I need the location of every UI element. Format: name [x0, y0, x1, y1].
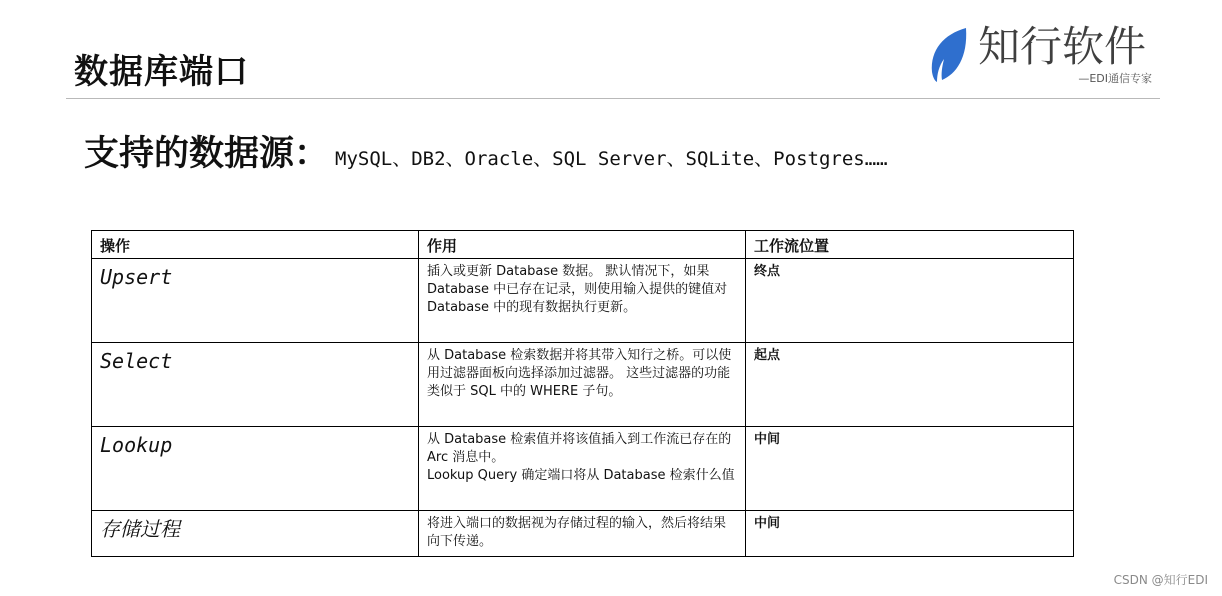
workflow-position-cell: 中间: [746, 427, 1074, 511]
leaf-icon: [926, 26, 970, 82]
description-text: 将进入端口的数据视为存储过程的输入，然后将结果向下传递。: [427, 516, 727, 549]
title-divider: [66, 98, 1160, 99]
logo-tagline: —EDI通信专家: [1078, 72, 1152, 85]
operation-cell: Select: [92, 343, 419, 427]
table-row: [92, 427, 1074, 511]
table-row: [92, 259, 1074, 343]
operation-cell: Lookup: [92, 427, 419, 511]
table-header-row: [92, 231, 1074, 259]
logo-name: 知行软件: [978, 22, 1147, 71]
header-function: 作用: [419, 231, 746, 259]
workflow-position-cell: 终点: [746, 259, 1074, 343]
sources-label: 支持的数据源：: [84, 134, 330, 174]
description-text: 从 Database 检索数据并将其带入知行之桥。可以使用过滤器面板向选择添加过滤器。 这些过滤器的功能类似于 SQL 中的 WHERE 子句。: [427, 348, 732, 399]
header-workflow-position: 工作流位置: [746, 231, 1074, 259]
workflow-position-cell: 起点: [746, 343, 1074, 427]
watermark: CSDN @知行EDI: [1113, 573, 1208, 587]
operation-cell: 存储过程: [92, 511, 419, 557]
operation-cell: Upsert: [92, 259, 419, 343]
table-row: [92, 343, 1074, 427]
workflow-position-cell: 中间: [746, 511, 1074, 557]
brand-logo: [926, 22, 1158, 88]
description-text: Lookup Query 确定端口将从 Database 检索什么值: [427, 468, 735, 483]
header-operation: 操作: [92, 231, 419, 259]
description-cell: [419, 511, 746, 557]
description-cell: [419, 343, 746, 427]
description-cell: [419, 259, 746, 343]
page-title: 数据库端口: [74, 52, 249, 92]
port-operations-table: [91, 230, 1074, 557]
description-text: 从 Database 检索值并将该值插入到工作流已存在的 Arc 消息中。: [427, 432, 732, 465]
supported-sources: [84, 130, 888, 183]
description-text: 插入或更新 Database 数据。 默认情况下，如果 Database 中已存在记录，则使用输入提供的键值对 Database 中的现有数据执行更新。: [427, 264, 728, 315]
table-row: [92, 511, 1074, 557]
sources-list: MySQL、DB2、Oracle、SQL Server、SQLite、Postgres……: [335, 148, 888, 170]
description-cell: [419, 427, 746, 511]
